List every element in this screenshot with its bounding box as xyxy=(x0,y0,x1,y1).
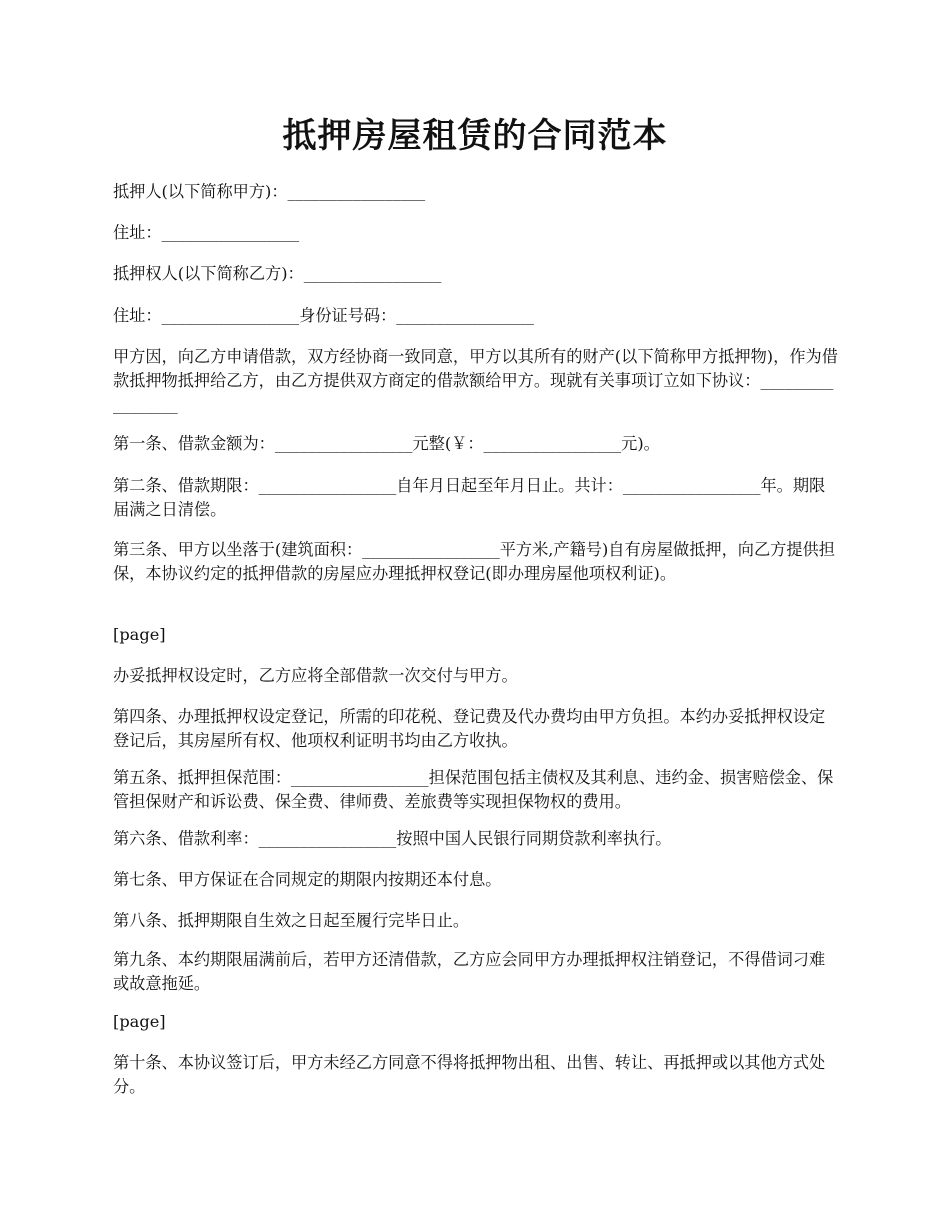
paragraph-article-5: 第五条、抵押担保范围：_________________担保范围包括主债权及其利息、违约金、损害赔偿金、保管担保财产和诉讼费、保全费、律师费、差旅费等实现担保物权的费用。 xyxy=(113,768,834,811)
paragraph-mortgagee: 抵押权人(以下简称乙方)：_________________ xyxy=(113,264,442,283)
paragraph-mortgagee-address-id: 住址：_________________身份证号码：_________________ xyxy=(113,306,534,325)
paragraph-mortgagor-address: 住址：_________________ xyxy=(113,223,300,242)
paragraph-article-9: 第九条、本约期限届满前后，若甲方还清借款，乙方应会同甲方办理抵押权注销登记，不得借词刁难或故意拖延。 xyxy=(113,950,826,993)
paragraph-loan-delivery: 办妥抵押权设定时，乙方应将全部借款一次交付与甲方。 xyxy=(113,666,518,685)
paragraph-article-2: 第二条、借款期限：_________________自年月日起至年月日止。共计：_________________年。期限届满之日清偿。 xyxy=(113,476,826,519)
paragraph-mortgagor: 抵押人(以下简称甲方)：_________________ xyxy=(113,182,426,201)
paragraph-article-3: 第三条、甲方以坐落于(建筑面积：_________________平方米,产籍号)自有房屋做抵押，向乙方提供担保，本协议约定的抵押借款的房屋应办理抵押权登记(即办理房屋他项权利证)。 xyxy=(113,540,835,583)
paragraph-article-8: 第八条、抵押期限自生效之日起至履行完毕日止。 xyxy=(113,911,470,930)
document-title: 抵押房屋租赁的合同范本 xyxy=(282,116,668,156)
page-marker: [page] xyxy=(113,1012,166,1031)
paragraph-article-7: 第七条、甲方保证在合同规定的期限内按期还本付息。 xyxy=(113,870,502,889)
paragraph-article-10: 第十条、本协议签订后，甲方未经乙方同意不得将抵押物出租、出售、转让、再抵押或以其他方式处分。 xyxy=(113,1053,826,1096)
paragraph-article-4: 第四条、办理抵押权设定登记，所需的印花税、登记费及代办费均由甲方负担。本约办妥抵押权设定登记后，其房屋所有权、他项权利证明书均由乙方收执。 xyxy=(113,707,826,750)
paragraph-preamble: 甲方因，向乙方申请借款，双方经协商一致同意，甲方以其所有的财产(以下简称甲方抵押物)，作为借款抵押物抵押给乙方，由乙方提供双方商定的借款额给甲方。现就有关事项订立如下协议：_________________ xyxy=(113,347,838,414)
page-marker: [page] xyxy=(113,625,166,644)
paragraph-article-6: 第六条、借款利率：_________________按照中国人民银行同期贷款利率执行。 xyxy=(113,829,672,848)
paragraph-article-1: 第一条、借款金额为：_________________元整(￥：_________________元)。 xyxy=(113,434,660,453)
